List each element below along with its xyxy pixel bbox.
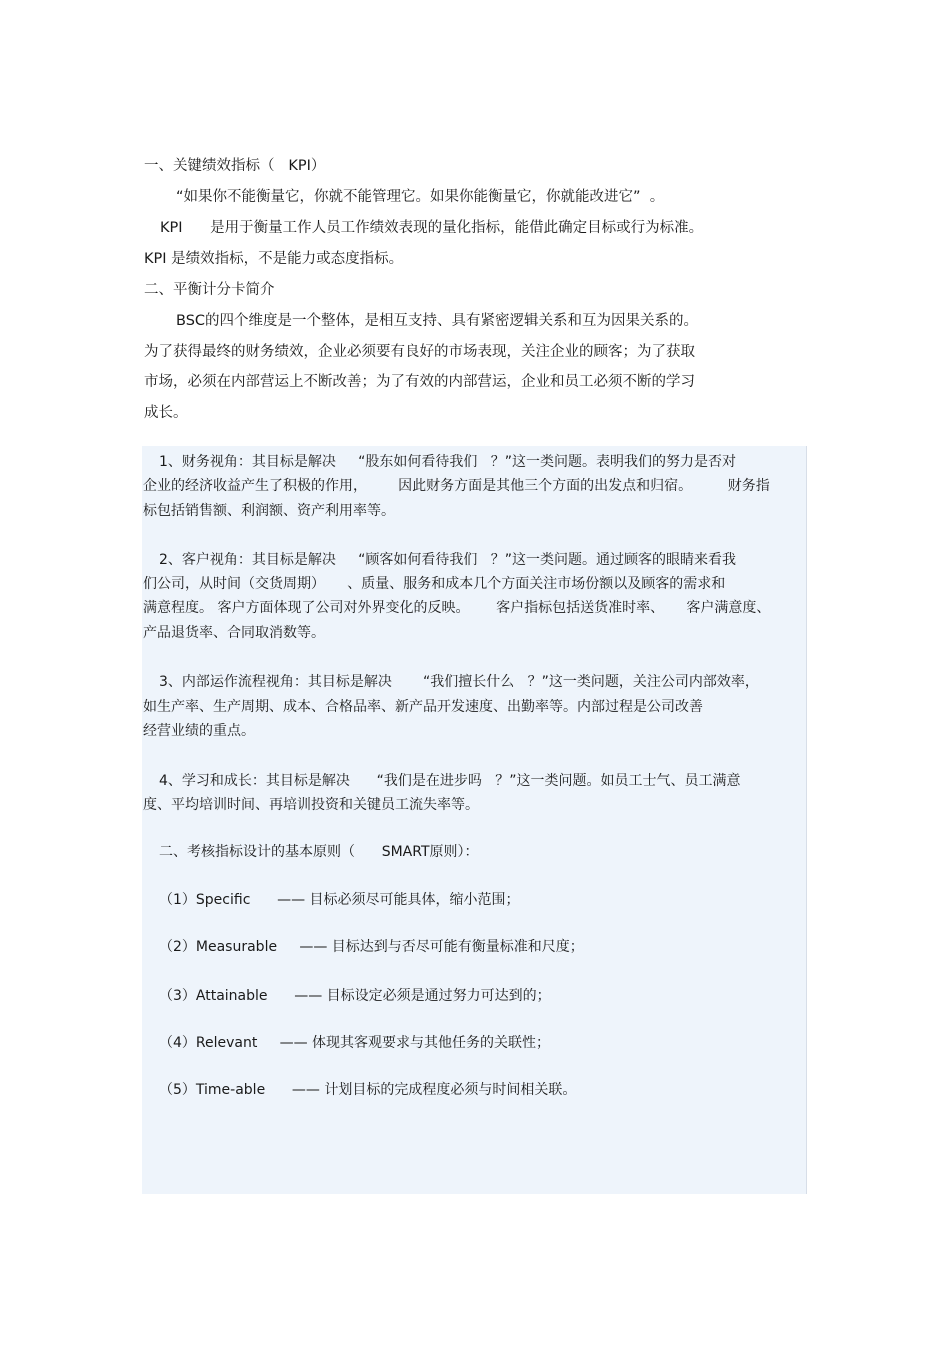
perspective-customer-line: 满意程度。 客户方面体现了公司对外界变化的反映。 客户指标包括送货准时率、 客户满意度、 <box>143 600 771 616</box>
bsc-paragraph-line: 成长。 <box>144 405 188 421</box>
smart-item: （5）Time-able —— 计划目标的完成程度必须与时间相关联。 <box>159 1082 577 1098</box>
kpi-definition-line-2: KPI 是绩效指标，不是能力或态度指标。 <box>144 251 404 267</box>
perspective-learning-line: 4、学习和成长：其目标是解决 “我们是在进步吗 ？”这一类问题。如员工士气、员工满意 <box>159 773 741 789</box>
kpi-quote: “如果你不能衡量它，你就不能管理它。如果你能衡量它，你就能改进它” 。 <box>176 189 665 205</box>
perspective-learning-line: 度、平均培训时间、再培训投资和关键员工流失率等。 <box>143 797 479 813</box>
smart-item: （1）Specific —— 目标必须尽可能具体，缩小范围； <box>159 892 520 908</box>
perspective-internal-line: 3、内部运作流程视角：其目标是解决 “我们擅长什么 ？”这一类问题，关注公司内部效率， <box>159 674 759 690</box>
bsc-paragraph-line: 市场，必须在内部营运上不断改善；为了有效的内部营运，企业和员工必须不断的学习 <box>144 374 695 390</box>
perspective-customer-line: 们公司，从时间（交货周期） 、质量、服务和成本几个方面关注市场份额以及顾客的需求和 <box>143 576 726 592</box>
perspective-internal-line: 经营业绩的重点。 <box>143 723 255 739</box>
bsc-heading: 二、平衡计分卡简介 <box>144 282 275 298</box>
perspective-financial-line: 1、财务视角：其目标是解决 “股东如何看待我们 ？”这一类问题。表明我们的努力是否对 <box>159 454 737 470</box>
perspective-internal-line: 如生产率、生产周期、成本、合格品率、新产品开发速度、出勤率等。内部过程是公司改善 <box>143 699 703 715</box>
kpi-heading: 一、关键绩效指标（ KPI） <box>144 158 326 174</box>
smart-item: （3）Attainable —— 目标设定必须是通过努力可达到的； <box>159 988 551 1004</box>
perspective-customer-line: 2、客户视角：其目标是解决 “顾客如何看待我们 ？”这一类问题。通过顾客的眼睛来看我 <box>159 552 737 568</box>
smart-item: （4）Relevant —— 体现其客观要求与其他任务的关联性； <box>159 1035 551 1051</box>
kpi-definition-line-1: KPI 是用于衡量工作人员工作绩效表现的量化指标，能借此确定目标或行为标准。 <box>160 220 704 236</box>
bsc-paragraph-line: 为了获得最终的财务绩效，企业必须要有良好的市场表现，关注企业的顾客；为了获取 <box>144 344 695 360</box>
perspectives-panel <box>142 446 807 1194</box>
smart-item: （2）Measurable —— 目标达到与否尽可能有衡量标准和尺度； <box>159 939 584 955</box>
smart-heading: 二、考核指标设计的基本原则（ SMART原则）： <box>159 844 479 860</box>
bsc-paragraph-line: BSC的四个维度是一个整体，是相互支持、具有紧密逻辑关系和互为因果关系的。 <box>176 313 699 329</box>
perspective-financial-line: 标包括销售额、利润额、资产利用率等。 <box>143 503 395 519</box>
perspective-customer-line: 产品退货率、合同取消数等。 <box>143 625 325 641</box>
perspective-financial-line: 企业的经济收益产生了积极的作用， 因此财务方面是其他三个方面的出发点和归宿。 财务指 <box>143 478 770 494</box>
